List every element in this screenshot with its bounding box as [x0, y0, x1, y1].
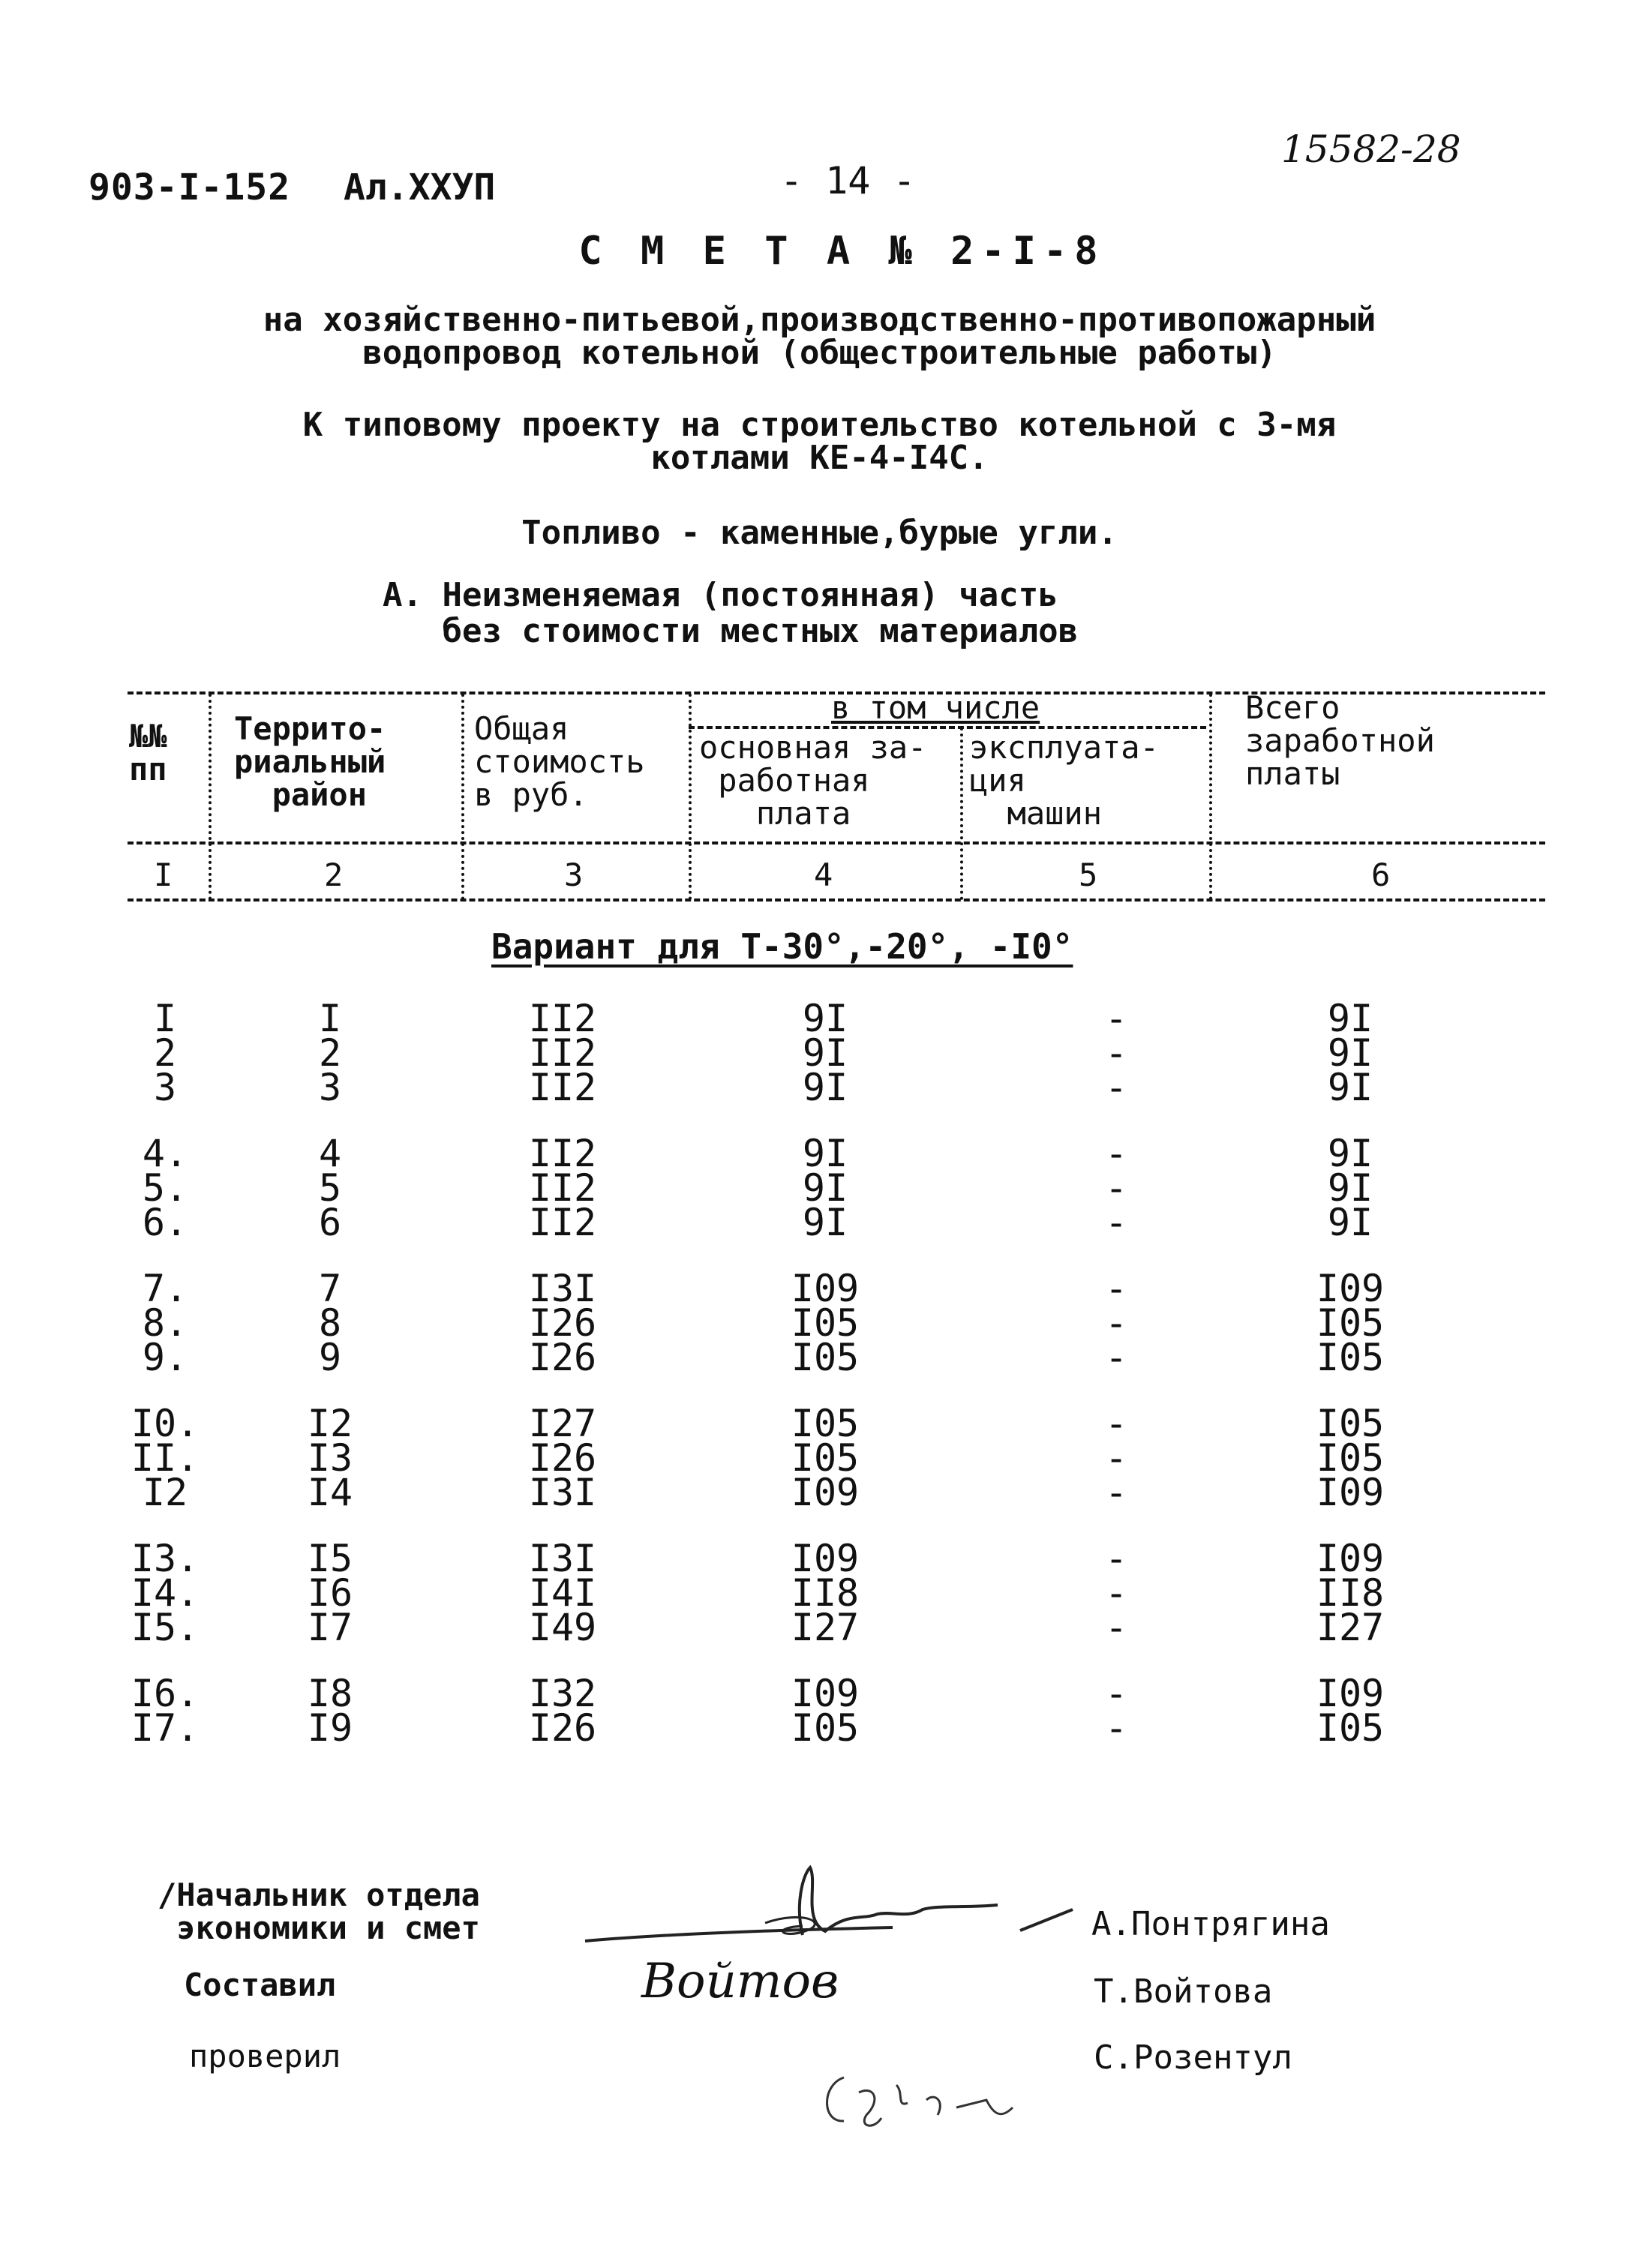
header-group: в том числе [831, 689, 1040, 726]
cell-num: 3 [153, 1066, 177, 1109]
cell-wage: I05 [791, 1706, 860, 1750]
cell-total-wage: 9I [1327, 1066, 1373, 1109]
cell-total-wage: I09 [1316, 1471, 1385, 1514]
cell-wage: 9I [802, 1166, 848, 1210]
cell-total-wage: I27 [1316, 1606, 1385, 1649]
cell-machines: - [1104, 1031, 1128, 1075]
col-number-1: I [154, 856, 173, 893]
cell-territory: 2 [318, 1031, 342, 1075]
col-number-4: 4 [814, 856, 833, 893]
cell-wage: I05 [791, 1402, 860, 1445]
cell-total-wage: I05 [1316, 1706, 1385, 1750]
cell-total-wage: 9I [1327, 997, 1373, 1040]
cell-total: I32 [528, 1672, 597, 1715]
col-number-6: 6 [1371, 856, 1391, 893]
cell-num: I6. [131, 1672, 200, 1715]
cell-num: 2 [153, 1031, 177, 1075]
checked-signature [814, 2055, 1024, 2145]
cell-total: I26 [528, 1706, 597, 1750]
cell-total-wage: I05 [1316, 1402, 1385, 1445]
estimate-subject: на хозяйственно-питьевой,производственно-противопожарный водопровод котельной (общестроительные работы) [263, 301, 1376, 372]
cell-machines: - [1104, 1571, 1128, 1615]
cell-num: 8. [142, 1301, 188, 1345]
cell-wage: 9I [802, 1201, 848, 1244]
cell-territory: I3 [307, 1436, 353, 1480]
cell-num: 7. [142, 1267, 188, 1310]
cell-num: II. [131, 1436, 200, 1480]
cell-machines: - [1104, 1132, 1128, 1175]
cell-num: 6. [142, 1201, 188, 1244]
cell-machines: - [1104, 1336, 1128, 1379]
col-divider-5 [1209, 694, 1212, 900]
cell-wage: 9I [802, 1031, 848, 1075]
cell-machines: - [1104, 1066, 1128, 1109]
cell-machines: - [1104, 1672, 1128, 1715]
section-title: А. Неизменяемая (постоянная) часть без стоимости местных материалов [383, 576, 1079, 650]
compiled-name: Т.Войтова [1094, 1972, 1273, 2011]
cell-territory: 6 [318, 1201, 342, 1244]
cell-total: I26 [528, 1436, 597, 1480]
cell-total: I26 [528, 1301, 597, 1345]
col-divider-3 [689, 694, 692, 900]
header-total-cost: Общая стоимость в руб. [474, 710, 645, 813]
cell-total-wage: 9I [1327, 1132, 1373, 1175]
header-num: №№ пп [129, 718, 167, 788]
cell-total-wage: I09 [1316, 1672, 1385, 1715]
cell-total: II2 [528, 1066, 597, 1109]
cell-machines: - [1104, 1402, 1128, 1445]
col-number-5: 5 [1079, 856, 1098, 893]
cell-total-wage: I05 [1316, 1301, 1385, 1345]
doc-code: 903-I-152 [89, 166, 291, 208]
cell-num: 5. [142, 1166, 188, 1210]
cell-wage: I05 [791, 1336, 860, 1379]
cell-territory: I7 [307, 1606, 353, 1649]
cell-total-wage: I05 [1316, 1336, 1385, 1379]
cell-total: I49 [528, 1606, 597, 1649]
cell-num: I2 [142, 1471, 188, 1514]
album-number: Ал.XXУП [344, 166, 496, 208]
cell-wage: I05 [791, 1301, 860, 1345]
cell-total: I3I [528, 1471, 597, 1514]
cell-territory: I2 [307, 1402, 353, 1445]
cell-total: I4I [528, 1571, 597, 1615]
cell-num: I3. [131, 1537, 200, 1580]
cell-wage: I05 [791, 1436, 860, 1480]
cell-wage: 9I [802, 997, 848, 1040]
checked-label: проверил [189, 2038, 341, 2074]
cell-total-wage: 9I [1327, 1201, 1373, 1244]
cell-territory: 8 [318, 1301, 342, 1345]
cell-total-wage: I05 [1316, 1436, 1385, 1480]
cell-total: II2 [528, 1201, 597, 1244]
cell-wage: I09 [791, 1267, 860, 1310]
variant-heading: Вариант для Т-30°,-20°, -I0° [491, 926, 1073, 967]
cell-territory: I5 [307, 1537, 353, 1580]
cell-territory: 3 [318, 1066, 342, 1109]
cell-total: II2 [528, 1132, 597, 1175]
cell-territory: 5 [318, 1166, 342, 1210]
cell-machines: - [1104, 997, 1128, 1040]
cell-wage: I09 [791, 1672, 860, 1715]
col-divider-4 [960, 728, 963, 900]
cell-territory: I9 [307, 1706, 353, 1750]
col-number-3: 3 [564, 856, 584, 893]
estimate-title: С М Е Т А № 2-I-8 [578, 229, 1106, 274]
cell-num: 9. [142, 1336, 188, 1379]
cell-machines: - [1104, 1301, 1128, 1345]
header-bottom-rule [128, 898, 1545, 902]
compiled-signature: Войтов [641, 1954, 839, 2009]
cell-territory: 4 [318, 1132, 342, 1175]
header-mid-rule [128, 842, 1545, 844]
cell-total: I3I [528, 1537, 597, 1580]
cell-total: I27 [528, 1402, 597, 1445]
header-total-wage: Всего заработной платы [1245, 689, 1435, 792]
col-divider-1 [209, 694, 212, 900]
cell-wage: 9I [802, 1066, 848, 1109]
head-signature [578, 1860, 1088, 1965]
compiled-label: Составил [184, 1966, 336, 2003]
cell-wage: II8 [791, 1571, 860, 1615]
cell-machines: - [1104, 1706, 1128, 1750]
cell-total-wage: I09 [1316, 1267, 1385, 1310]
checked-name: С.Розентул [1094, 2038, 1292, 2077]
cell-machines: - [1104, 1471, 1128, 1514]
cell-num: I0. [131, 1402, 200, 1445]
cell-machines: - [1104, 1606, 1128, 1649]
cell-machines: - [1104, 1201, 1128, 1244]
cell-num: I [153, 997, 177, 1040]
cell-total: I26 [528, 1336, 597, 1379]
cell-machines: - [1104, 1436, 1128, 1480]
cell-total-wage: I09 [1316, 1537, 1385, 1580]
page-number: - 14 - [780, 159, 916, 202]
cell-total-wage: 9I [1327, 1031, 1373, 1075]
col-divider-2 [461, 694, 464, 900]
header-base-wage: основная за- работная плата [699, 729, 927, 832]
cell-machines: - [1104, 1166, 1128, 1210]
cell-total: I3I [528, 1267, 597, 1310]
cell-territory: I8 [307, 1672, 353, 1715]
cell-territory: 7 [318, 1267, 342, 1310]
cell-wage: 9I [802, 1132, 848, 1175]
cell-total-wage: 9I [1327, 1166, 1373, 1210]
cell-machines: - [1104, 1267, 1128, 1310]
cell-territory: 9 [318, 1336, 342, 1379]
cell-total: II2 [528, 997, 597, 1040]
cell-territory: I4 [307, 1471, 353, 1514]
cell-wage: I09 [791, 1537, 860, 1580]
cell-total-wage: II8 [1316, 1571, 1385, 1615]
project-reference: К типовому проекту на строительство котельной с 3-мя котлами КЕ-4-I4С. [302, 406, 1337, 477]
cell-wage: I27 [791, 1606, 860, 1649]
cell-total: II2 [528, 1031, 597, 1075]
cell-num: I5. [131, 1606, 200, 1649]
head-name: А.Понтрягина [1091, 1905, 1330, 1943]
cell-num: I7. [131, 1706, 200, 1750]
archive-number: 15582-28 [1281, 128, 1461, 171]
cell-machines: - [1104, 1537, 1128, 1580]
header-machines: эксплуата- ция машин [969, 729, 1159, 832]
cell-territory: I6 [307, 1571, 353, 1615]
cell-wage: I09 [791, 1471, 860, 1514]
cell-territory: I [318, 997, 342, 1040]
head-label: /Начальник отдела экономики и смет [158, 1876, 480, 1946]
col-number-2: 2 [324, 856, 344, 893]
cell-num: 4. [142, 1132, 188, 1175]
cell-num: I4. [131, 1571, 200, 1615]
fuel-type: Топливо - каменные,бурые угли. [521, 514, 1118, 552]
header-territory: Террито- риальный район [234, 710, 386, 813]
cell-total: II2 [528, 1166, 597, 1210]
